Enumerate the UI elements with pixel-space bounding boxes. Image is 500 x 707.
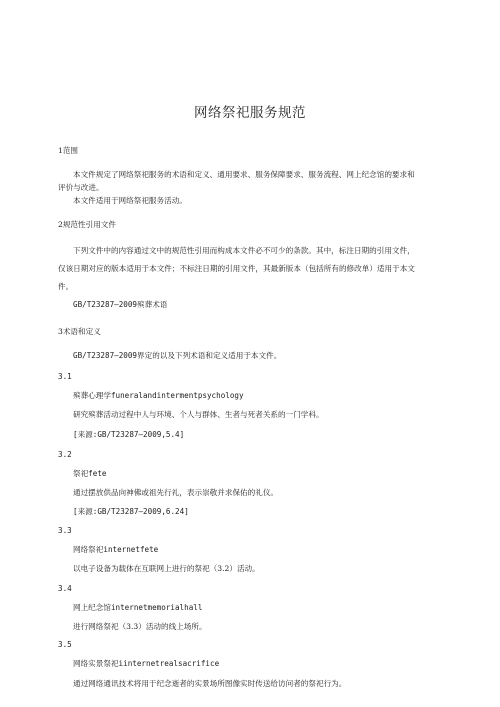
section-1-paragraph: 本文件规定了网络祭祀服务的术语和定义、通用要求、服务保障要求、服务流程、网上纪念馆的要求和 (73, 170, 415, 179)
section-1-paragraph-cont: 评价与改进。 (58, 183, 104, 192)
term-name: 殡葬心理学funeralandintermentpsychology (73, 391, 244, 400)
term-definition: 进行网络祭祀（3.3）活动的线上场所。 (73, 622, 207, 631)
term-definition: 研究殡葬活动过程中人与环境、个人与群体、生者与死者关系的一门学科。 (73, 410, 324, 419)
term-definition: 以电子设备为载体在互联网上进行的祭祀（3.2）活动。 (73, 564, 260, 573)
section-2-paragraph-cont: 仅该日期对应的版本适用于本文件；不标注日期的引用文件，其最新版本（包括所有的修改单）适用于本文 (58, 264, 415, 273)
term-number: 3.3 (58, 526, 72, 535)
normative-reference: GB/T23287—2009殡葬术语 (73, 300, 168, 309)
section-1-heading: 1范围 (58, 146, 79, 155)
term-name: 祭祀fete (73, 469, 107, 478)
term-name: 网络祭祀internetfete (73, 545, 159, 554)
term-number: 3.4 (58, 584, 72, 593)
term-number: 3.1 (58, 372, 72, 381)
section-3-intro: GB/T23287—2009界定的以及下列术语和定义适用于本文件。 (73, 351, 282, 360)
term-number: 3.2 (58, 450, 72, 459)
section-3-heading: 3术语和定义 (58, 327, 101, 336)
section-2-paragraph-end: 件。 (58, 282, 74, 291)
term-source: [来源:GB/T23287—2009,6.24] (73, 507, 189, 516)
term-definition: 通过网络通讯技术将用于纪念逝者的实景场所图像实时传送给访问者的祭祀行为。 (73, 679, 347, 688)
section-2-heading: 2规范性引用文件 (58, 220, 116, 229)
term-name: 网上纪念馆internetmemorialhall (73, 603, 203, 612)
term-name: 网络实景祭祀iinternetrealsacrifice (73, 659, 220, 668)
page-title: 网络祭祀服务规范 (194, 105, 306, 121)
section-1-applicability: 本文件适用于网络祭祀服务活动。 (73, 196, 187, 205)
term-number: 3.5 (58, 640, 72, 649)
section-2-paragraph: 下列文件中的内容通过文中的规范性引用而构成本文件必不可少的条款。其中，标注日期的引用文件， (73, 246, 415, 255)
term-definition: 通过摆放供品向神佛或祖先行礼，表示崇敬并求保佑的礼仪。 (73, 488, 279, 497)
term-source: [来源:GB/T23287—2009,5.4] (73, 430, 185, 439)
